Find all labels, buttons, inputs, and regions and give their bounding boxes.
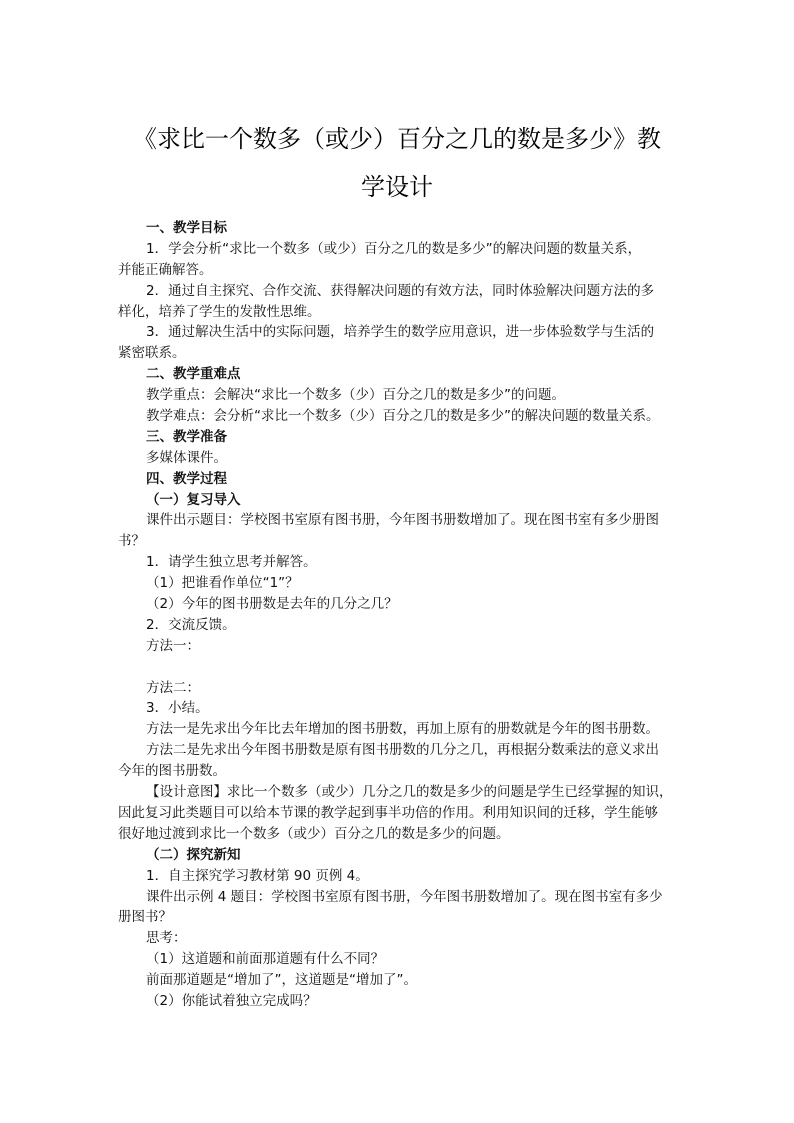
- paragraph-line: 课件出示题目：学校图书室原有图书册，今年图书册数增加了。现在图书室有多少册图: [146, 512, 659, 529]
- section-heading: 二、教学重难点: [146, 366, 241, 383]
- paragraph-line: （1）这道题和前面那道题有什么不同？: [146, 951, 385, 968]
- paragraph-line: 1．学会分析“求比一个数多（或少）百分之几的数是多少”的解决问题的数量关系，: [146, 240, 642, 257]
- paragraph-line: 3．通过解决生活中的实际问题，培养学生的数学应用意识，进一步体验数学与生活的: [146, 324, 655, 341]
- paragraph-line: 今年的图书册数。: [118, 763, 226, 780]
- paragraph-line: 3．小结。: [146, 700, 209, 717]
- paragraph-line: 前面那道题是“增加了”，这道题是“增加了”。: [146, 972, 417, 989]
- paragraph-line: 方法一：: [146, 637, 200, 654]
- paragraph-line: 方法二是先求出今年图书册数是原有图书册数的几分之几，再根据分数乘法的意义求出: [146, 742, 659, 759]
- section-heading: （二）探究新知: [146, 846, 241, 863]
- paragraph-line: 书？: [118, 533, 145, 550]
- title-line-1: 《求比一个数多（或少）百分之几的数是多少》教: [133, 125, 661, 153]
- paragraph-line: 册图书？: [118, 909, 172, 926]
- paragraph-line: 样化，培养了学生的发散性思维。: [118, 303, 321, 320]
- paragraph-line: 教学难点：会分析“求比一个数多（少）百分之几的数是多少”的解决问题的数量关系。: [146, 408, 660, 425]
- paragraph-line: 多媒体课件。: [146, 449, 227, 466]
- paragraph-line: 方法一是先求出今年比去年增加的图书册数，再加上原有的册数就是今年的图书册数。: [146, 721, 659, 738]
- document-body: [118, 218, 680, 1012]
- paragraph-line: 2．交流反馈。: [146, 616, 236, 633]
- paragraph-line: 2．通过自主探究、合作交流、获得解决问题的有效方法，同时体验解决问题方法的多: [146, 282, 655, 299]
- paragraph-line: 很好地过渡到求比一个数多（或少）百分之几的数是多少的问题。: [118, 825, 510, 842]
- section-heading: 四、教学过程: [146, 470, 227, 487]
- paragraph-line: 方法二：: [146, 679, 200, 696]
- paragraph-line: 课件出示例 4 题目：学校图书室原有图书册，今年图书册数增加了。现在图书室有多少: [146, 888, 663, 905]
- paragraph-line: 【设计意图】求比一个数多（或少）几分之几的数是多少的问题是学生已经掌握的知识，: [146, 784, 673, 801]
- paragraph-line: （1）把谁看作单位“1”？: [146, 575, 299, 592]
- section-heading: （一）复习导入: [146, 491, 241, 508]
- section-heading: 一、教学目标: [146, 220, 227, 236]
- paragraph-line: 因此复习此类题目可以给本节课的教学起到事半功倍的作用。利用知识间的迁移，学生能够: [118, 804, 658, 821]
- document-title: [110, 115, 684, 211]
- paragraph-line: 并能正确解答。: [118, 261, 213, 278]
- paragraph-line: 紧密联系。: [118, 345, 186, 362]
- paragraph-line: 1．请学生独立思考并解答。: [146, 554, 317, 571]
- section-heading: 三、教学准备: [146, 428, 227, 445]
- paragraph-line: （2）今年的图书册数是去年的几分之几？: [146, 596, 398, 613]
- paragraph-line: 教学重点：会解决“求比一个数多（少）百分之几的数是多少”的问题。: [146, 387, 565, 404]
- paragraph-line: 1．自主探究学习教材第 90 页例 4。: [146, 867, 369, 884]
- title-line-2: 学设计: [361, 173, 433, 201]
- blank-line: [118, 657, 680, 678]
- paragraph-line: （2）你能试着独立完成吗？: [146, 992, 317, 1009]
- paragraph-line: 思考：: [146, 930, 187, 947]
